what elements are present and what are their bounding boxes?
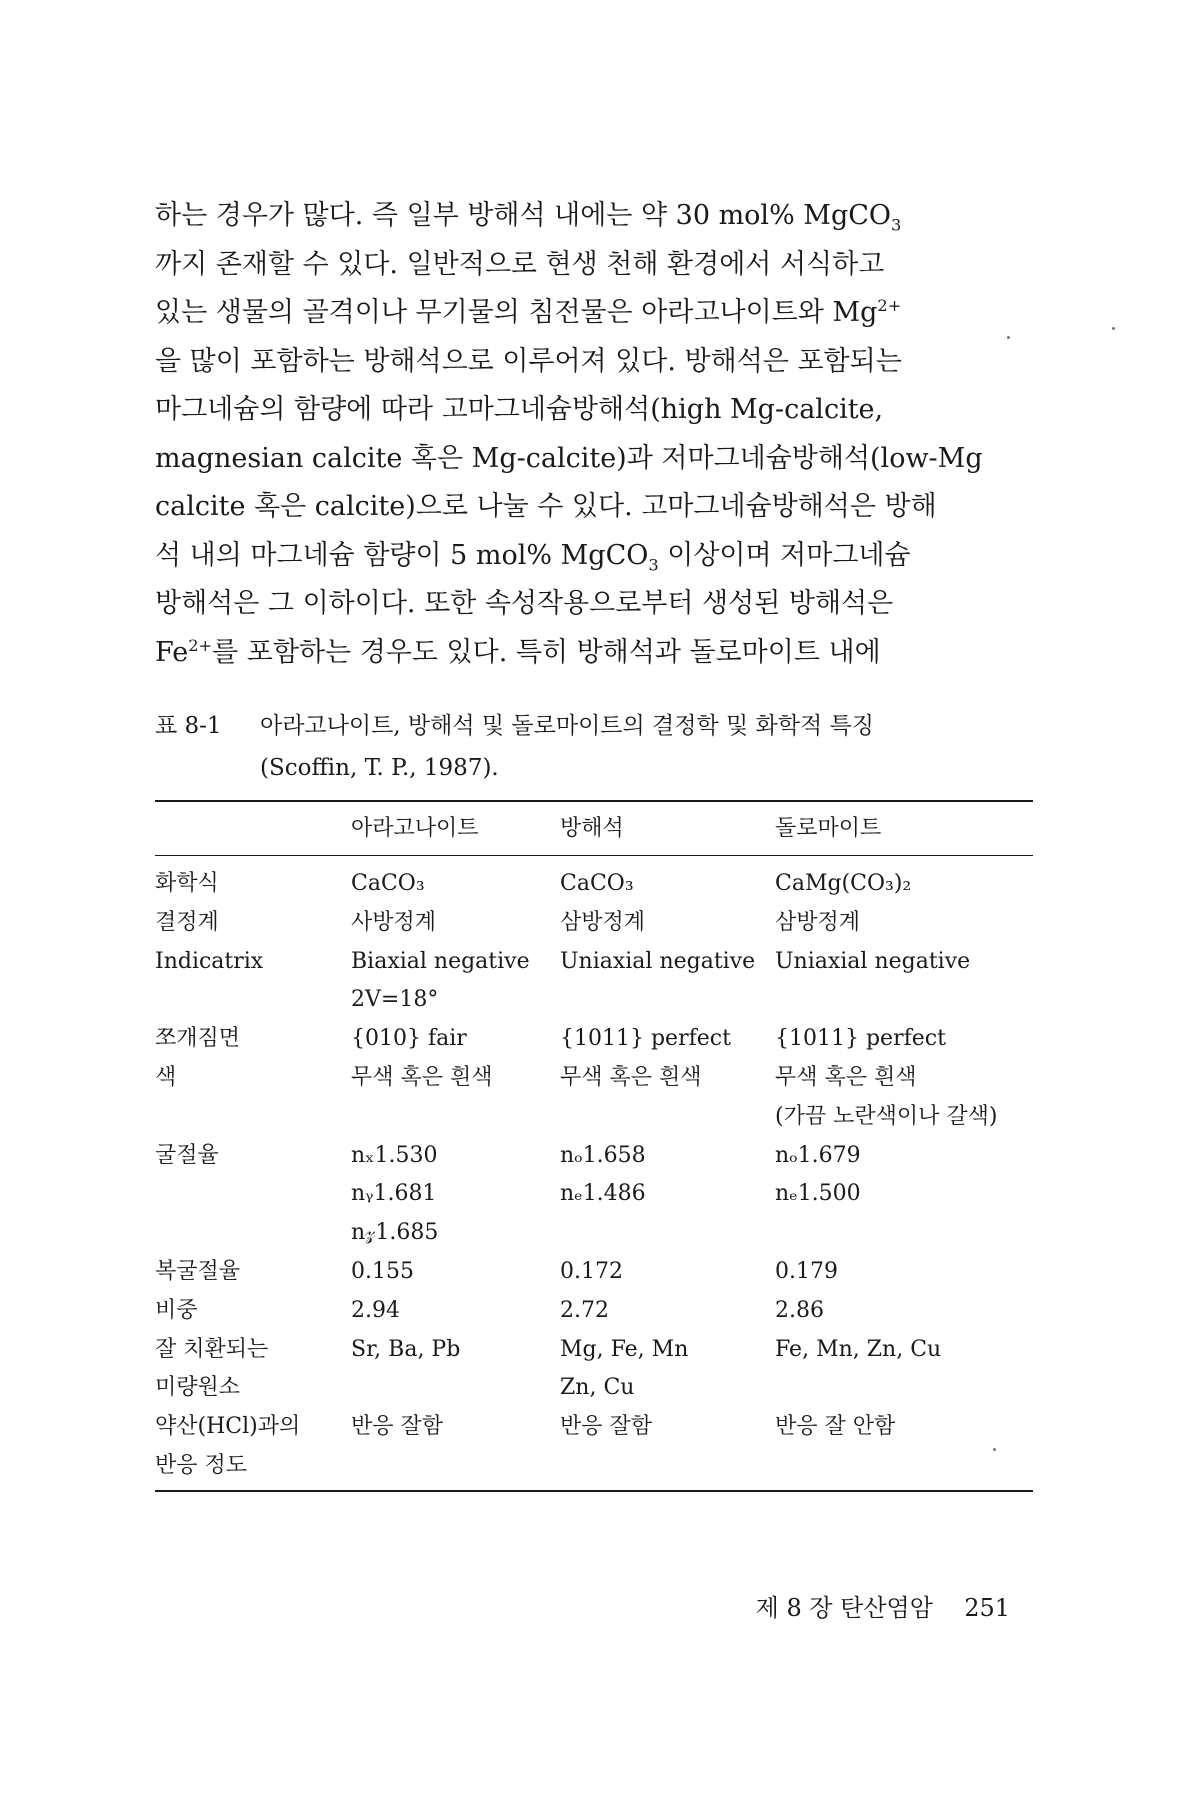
row-label-cell: 쪼개짐면: [155, 1026, 241, 1052]
table-cell: nₓ1.530: [351, 1142, 438, 1168]
table-cell: 무색 혹은 흰색: [775, 1065, 917, 1090]
table-cell: nₒ1.658: [560, 1142, 646, 1168]
table-cell: 반응 잘 안함: [775, 1414, 896, 1440]
table-cell: Biaxial negative: [351, 948, 530, 974]
table-cell: nₒ1.679: [775, 1142, 861, 1168]
page-footer: [730, 1588, 1010, 1623]
table-cell: {010} fair: [351, 1026, 467, 1052]
table-cell: (가끔 노란색이나 갈색): [775, 1103, 998, 1129]
table-cell: CaCO₃: [560, 871, 634, 896]
row-label-cell: 비중: [155, 1297, 198, 1323]
table-cell: Uniaxial negative: [775, 948, 971, 974]
table-cell: Zn, Cu: [560, 1375, 635, 1401]
table-cell: CaMg(CO₃)₂: [775, 871, 912, 896]
table-cell: nₑ1.486: [560, 1181, 646, 1207]
table-cell: {1011} perfect: [775, 1026, 946, 1052]
table-header-rule: [155, 855, 1033, 856]
page-number: 251: [964, 1594, 1010, 1622]
header-cell: 아라고나이트: [351, 816, 479, 841]
table-cell: Fe, Mn, Zn, Cu: [775, 1336, 942, 1362]
table-cell: 0.155: [351, 1259, 414, 1284]
header-cell: 돌로마이트: [775, 816, 882, 841]
table-cell: 반응 잘함: [560, 1414, 653, 1440]
row-label-cell: 반응 정도: [155, 1453, 248, 1478]
text-line: 석 내의 마그네슘 함량이 5 mol% MgCO$_3$ 이상이며 저마그네슘: [155, 539, 911, 574]
table-cell: n𝓏1.685: [351, 1220, 439, 1246]
text-line: 하는 경우가 많다. 즉 일부 방해석 내에는 약 30 mol% MgCO$_3$: [155, 200, 902, 235]
body-paragraph: [155, 192, 1033, 677]
table-cell: Uniaxial negative: [560, 948, 756, 974]
table-title: 아라고나이트, 방해석 및 돌로마이트의 결정학 및 화학적 특징: [260, 713, 874, 739]
table-cell: 2.86: [775, 1297, 824, 1323]
row-label-cell: 복굴절율: [155, 1259, 241, 1284]
row-label-cell: Indicatrix: [155, 948, 264, 974]
header-cell: 방해석: [560, 816, 624, 841]
row-label-cell: 결정계: [155, 909, 219, 935]
table-cell: {1011} perfect: [560, 1026, 731, 1052]
table-cell: 무색 혹은 흰색: [560, 1065, 702, 1090]
chapter-title: 제 8 장 탄산염암: [755, 1594, 933, 1622]
table-cell: 2.72: [560, 1297, 609, 1323]
table-cell: Mg, Fe, Mn: [560, 1336, 689, 1362]
table-cell: nₑ1.500: [775, 1181, 861, 1207]
table-cell: 삼방정계: [775, 909, 861, 935]
table-number: 표 8-1: [155, 713, 222, 739]
table-cell: 반응 잘함: [351, 1414, 444, 1440]
row-label-cell: 굴절율: [155, 1142, 219, 1168]
speck: [1007, 336, 1010, 339]
speck: [1112, 327, 1115, 330]
row-label-cell: 잘 치환되는: [155, 1336, 269, 1362]
table-top-rule: [155, 800, 1033, 802]
table-cell: 2V=18°: [351, 987, 439, 1013]
text-line: calcite 혹은 calcite)으로 나눌 수 있다. 고마그네슘방해석은 방해: [155, 491, 937, 522]
row-label-cell: 미량원소: [155, 1375, 241, 1401]
table-cell: 사방정계: [351, 909, 437, 935]
table-cell: nᵧ1.681: [351, 1181, 437, 1207]
table-bottom-rule: [155, 1490, 1033, 1492]
row-label-cell: 화학식: [155, 871, 219, 896]
table-caption: [155, 705, 1035, 789]
table-cell: 무색 혹은 흰색: [351, 1065, 493, 1090]
table-cell: Sr, Ba, Pb: [351, 1336, 461, 1362]
text-line: 방해석은 그 이하이다. 또한 속성작용으로부터 생성된 방해석은: [155, 588, 894, 619]
table-cell: 0.179: [775, 1259, 838, 1284]
text-line: $Fe^{2+}$를 포함하는 경우도 있다. 특히 방해석과 돌로마이트 내에: [155, 635, 881, 668]
table-cell: CaCO₃: [351, 871, 425, 896]
text-line: 을 많이 포함하는 방해석으로 이루어져 있다. 방해석은 포함되는: [155, 345, 902, 377]
row-label-cell: 약산(HCl)과의: [155, 1414, 301, 1440]
text-line: 마그네슘의 함량에 따라 고마그네슘방해석(high Mg-calcite,: [155, 394, 884, 425]
table-cell: 삼방정계: [560, 909, 646, 935]
row-label-cell: 색: [155, 1065, 177, 1090]
table-source: (Scoffin, T. P., 1987).: [260, 755, 499, 781]
text-line: 있는 생물의 골격이나 무기물의 침전물은 아라고나이트와 $Mg^{2+}$: [155, 296, 902, 328]
speck: [993, 1448, 996, 1451]
text-line: magnesian calcite 혹은 Mg-calcite)과 저마그네슘방해석(low-Mg: [155, 442, 983, 474]
table-cell: 2.94: [351, 1297, 400, 1323]
text-line: 까지 존재할 수 있다. 일반적으로 현생 천해 환경에서 서식하고: [155, 248, 885, 280]
table-cell: 0.172: [560, 1259, 623, 1284]
